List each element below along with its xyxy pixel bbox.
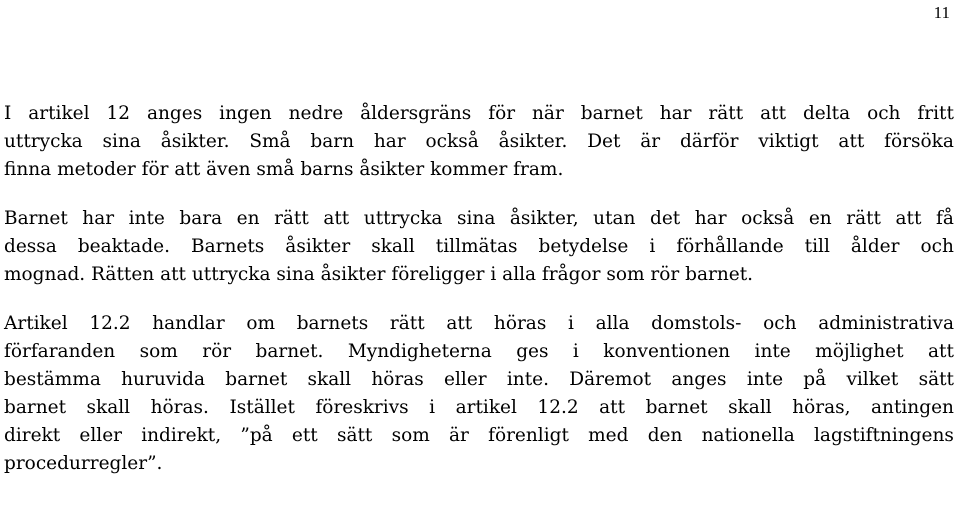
word: åsikter. (160, 131, 230, 152)
text-line (4, 233, 954, 261)
word: om (246, 313, 276, 334)
word: skall (307, 369, 352, 390)
word: sätt (336, 425, 373, 446)
word: utan (593, 208, 636, 229)
word: föreskrivs (315, 397, 409, 418)
word: och (763, 313, 797, 334)
word: ”på (240, 425, 273, 446)
word: har (694, 208, 727, 229)
document-body (4, 100, 954, 478)
word: som (391, 425, 430, 446)
word: beaktade. (77, 236, 170, 257)
word: på (803, 369, 827, 390)
word: rätt (389, 313, 425, 334)
word: barnet. (255, 341, 324, 362)
word: skall (728, 397, 772, 418)
word: för (488, 103, 516, 124)
word: Det (587, 131, 621, 152)
word: barnet (4, 397, 67, 418)
word: rör (202, 341, 232, 362)
word: alla (595, 313, 630, 334)
page-number: 11 (933, 3, 950, 22)
word: rätt (846, 208, 881, 229)
text-line (4, 100, 954, 128)
text-line: finna metoder för att även små barns åsikter kommer fram. (4, 159, 564, 180)
word: Däremot (569, 369, 652, 390)
word: artikel (28, 103, 90, 124)
word: när (532, 103, 564, 124)
word: administrativa (818, 313, 954, 334)
word: lagstiftningens (814, 425, 954, 446)
word: delta (802, 103, 851, 124)
word: har (373, 131, 406, 152)
text-line: procedurregler”. (4, 453, 163, 474)
word: dessa (4, 236, 57, 257)
word: höras, (792, 397, 851, 418)
word: också (425, 131, 479, 152)
word: sina (457, 208, 496, 229)
word: höras (371, 369, 424, 390)
word: bara (179, 208, 223, 229)
word: försöka (884, 131, 954, 152)
word: förenligt (488, 425, 569, 446)
text-line (4, 205, 954, 233)
text-line (4, 394, 954, 422)
word: som (139, 341, 178, 362)
word: att (838, 131, 865, 152)
word: rätt (708, 103, 744, 124)
word: med (588, 425, 629, 446)
word: uttrycka (4, 131, 83, 152)
word: ett (291, 425, 318, 446)
word: Barnet (4, 208, 68, 229)
word: Barnets (191, 236, 265, 257)
word: eller (444, 369, 487, 390)
text-line (4, 422, 954, 450)
word: är (449, 425, 469, 446)
word: åldersgräns (360, 103, 472, 124)
word: därför (679, 131, 739, 152)
word: åsikter, (509, 208, 579, 229)
word: domstols- (651, 313, 742, 334)
word: konventionen (603, 341, 731, 362)
word: och (920, 236, 954, 257)
word: barnet (225, 369, 288, 390)
word: en (808, 208, 832, 229)
word: 12.2 (89, 313, 131, 334)
word: att (927, 341, 954, 362)
word: Myndigheterna (347, 341, 492, 362)
word: I (4, 103, 12, 124)
text-line (4, 128, 954, 156)
word: är (640, 131, 661, 152)
word: ålder (850, 236, 900, 257)
word: viktigt (758, 131, 819, 152)
word: inte (754, 341, 791, 362)
word: 12.2 (537, 397, 579, 418)
word: barnet (580, 103, 643, 124)
word: inte (746, 369, 784, 390)
word: indirekt, (141, 425, 222, 446)
word: anges (671, 369, 727, 390)
word: ingen (219, 103, 272, 124)
word: det (649, 208, 681, 229)
word: fritt (917, 103, 954, 124)
word: få (935, 208, 954, 229)
word: i (429, 397, 436, 418)
word: att (760, 103, 787, 124)
word: bestämma (4, 369, 101, 390)
word: Artikel (4, 313, 68, 334)
word: tillmätas (435, 236, 518, 257)
word: barn (310, 131, 355, 152)
word: också (741, 208, 795, 229)
word: höras. (150, 397, 209, 418)
word: skall (86, 397, 131, 418)
word: har (82, 208, 115, 229)
word: åsikter (285, 236, 351, 257)
word: att (599, 397, 626, 418)
text-line (4, 338, 954, 366)
word: i (649, 236, 656, 257)
word: i (568, 313, 574, 334)
word: ges (516, 341, 549, 362)
text-line (4, 366, 954, 394)
word: anges (146, 103, 203, 124)
paragraph-3 (4, 310, 954, 478)
word: barnet (645, 397, 708, 418)
word: direkt (4, 425, 61, 446)
word: uttrycka (363, 208, 443, 229)
word: vilket (846, 369, 899, 390)
word: barnets (296, 313, 369, 334)
word: en (236, 208, 260, 229)
word: åsikter. (498, 131, 568, 152)
word: Istället (229, 397, 295, 418)
word: antingen (871, 397, 954, 418)
word: betydelse (538, 236, 629, 257)
word: sina (102, 131, 141, 152)
word: möjlighet (815, 341, 904, 362)
word: i (572, 341, 579, 362)
word: eller (79, 425, 122, 446)
word: att (323, 208, 350, 229)
word: inte (128, 208, 165, 229)
word: inte. (506, 369, 549, 390)
word: den (647, 425, 683, 446)
word: att (446, 313, 473, 334)
word: 12 (106, 103, 131, 124)
word: och (867, 103, 901, 124)
word: sätt (918, 369, 954, 390)
paragraph-1 (4, 100, 954, 184)
word: handlar (152, 313, 225, 334)
text-line (4, 310, 954, 338)
paragraph-2 (4, 205, 954, 289)
word: skall (371, 236, 415, 257)
text-line: mognad. Rätten att uttrycka sina åsikter föreligger i alla frågor som rör barnet. (4, 264, 754, 285)
word: huruvida (121, 369, 205, 390)
word: nedre (288, 103, 344, 124)
word: förhållande (676, 236, 784, 257)
word: förfaranden (4, 341, 116, 362)
word: nationella (701, 425, 795, 446)
word: Små (249, 131, 291, 152)
word: artikel (455, 397, 517, 418)
word: rätt (274, 208, 309, 229)
word: höras (493, 313, 547, 334)
word: har (659, 103, 692, 124)
word: till (804, 236, 830, 257)
word: att (895, 208, 922, 229)
